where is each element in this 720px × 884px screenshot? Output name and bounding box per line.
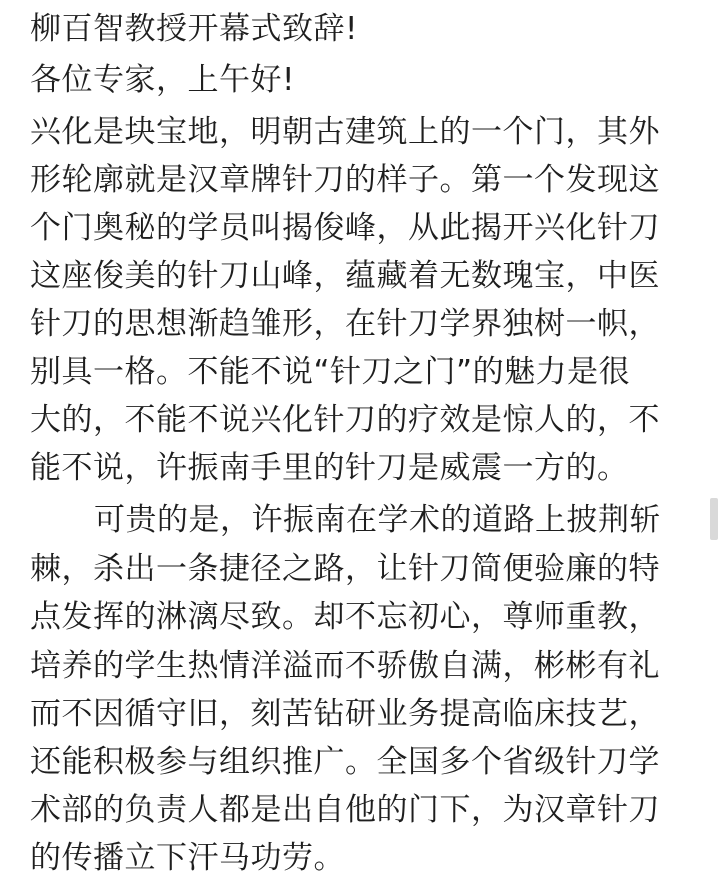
paragraph-2-line-7: 术部的负责人都是出自他的门下，为汉章针刀 (30, 792, 660, 828)
paragraph-2-line-5: 而不因循守旧，刻苦钻研业务提高临床技艺， (30, 696, 660, 732)
greeting-line: 各位专家，上午好! (30, 62, 295, 98)
scroll-indicator[interactable] (710, 498, 718, 540)
paragraph-2-line-4: 培养的学生热情洋溢而不骄傲自满，彬彬有礼 (30, 648, 660, 684)
paragraph-1-line-1: 兴化是块宝地，明朝古建筑上的一个门，其外 (30, 114, 660, 150)
paragraph-1-line-7: 大的，不能不说兴化针刀的疗效是惊人的，不 (30, 402, 660, 438)
paragraph-2-line-3: 点发挥的淋漓尽致。却不忘初心，尊师重教， (30, 599, 660, 635)
paragraph-1-line-3: 个门奥秘的学员叫揭俊峰，从此揭开兴化针刀 (30, 210, 660, 246)
paragraph-1-line-4: 这座俊美的针刀山峰，蕴藏着无数瑰宝，中医 (30, 258, 660, 294)
document-title: 柳百智教授开幕式致辞! (30, 11, 358, 47)
paragraph-2-line-1: 可贵的是，许振南在学术的道路上披荆斩 (94, 502, 661, 538)
paragraph-2-line-8: 的传播立下汗马功劳。 (30, 840, 345, 876)
paragraph-2-line-2: 棘，杀出一条捷径之路，让针刀简便验廉的特 (30, 551, 660, 587)
paragraph-1-line-6: 别具一格。不能不说“针刀之门”的魅力是很 (30, 354, 631, 390)
paragraph-1-line-5: 针刀的思想渐趋雏形，在针刀学界独树一帜， (30, 306, 660, 342)
paragraph-2-line-6: 还能积极参与组织推广。全国多个省级针刀学 (30, 744, 660, 780)
paragraph-1-line-2: 形轮廓就是汉章牌针刀的样子。第一个发现这 (30, 162, 660, 198)
paragraph-1-line-8: 能不说，许振南手里的针刀是威震一方的。 (30, 450, 629, 486)
